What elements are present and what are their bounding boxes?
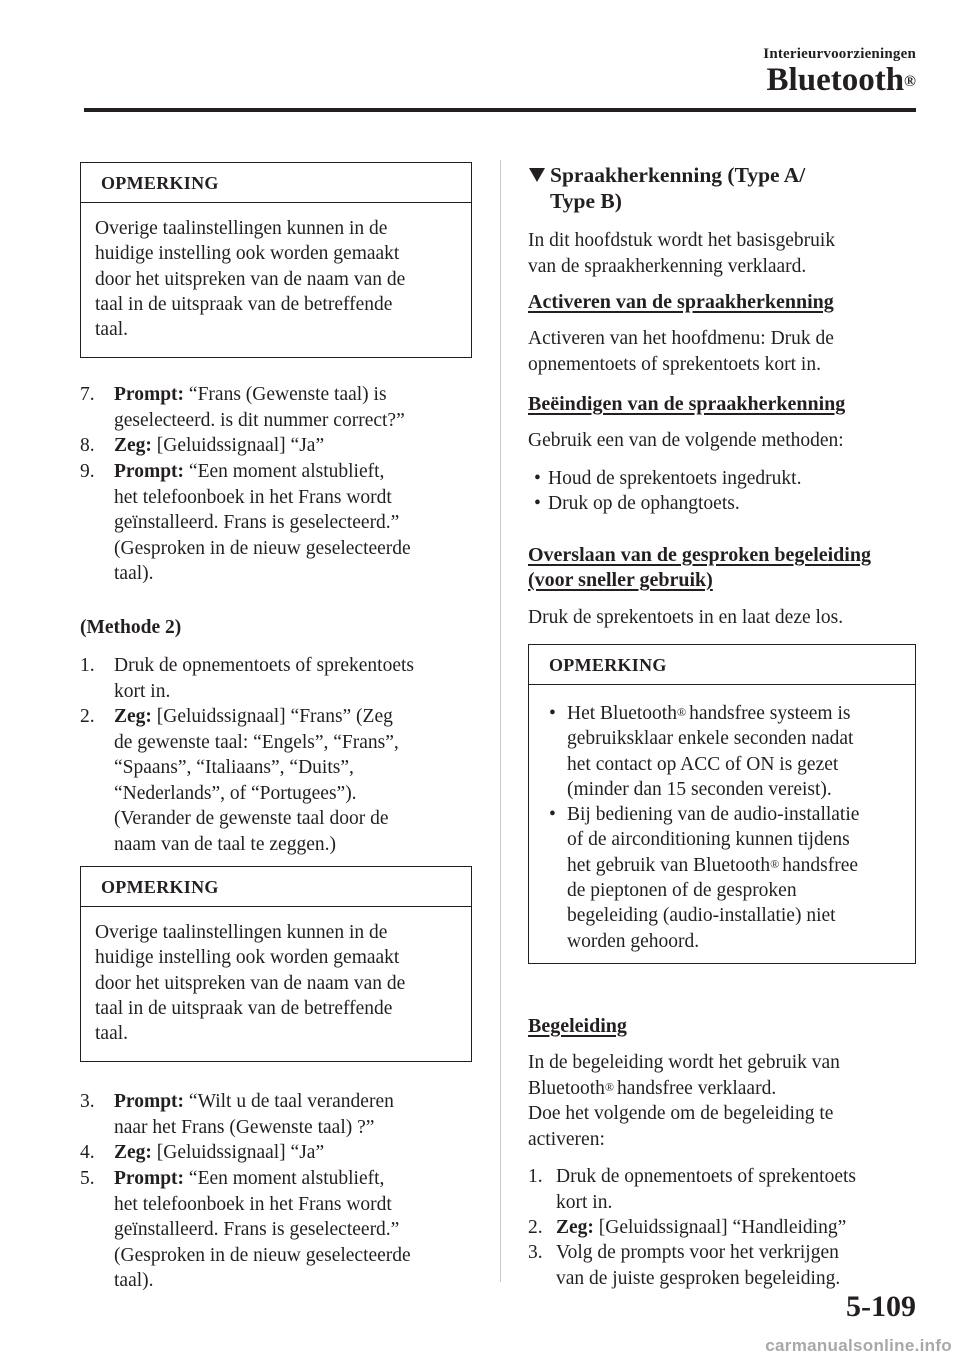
- step-line-text: “Wilt u de taal veranderen: [188, 1091, 394, 1112]
- step-2: [80, 704, 472, 857]
- subheading-skip: [528, 543, 871, 593]
- step-text: [556, 1215, 916, 1241]
- subheading-line: Overslaan van de gesproken begeleiding: [528, 544, 871, 566]
- step-line: “Nederlands”, of “Portugees”).: [114, 782, 357, 804]
- note-line: door het uitspreken van de naam van de: [95, 972, 406, 994]
- note-line: taal.: [95, 319, 129, 341]
- step-line: [114, 459, 472, 485]
- step-label: Prompt:: [114, 384, 185, 405]
- step-number: 8.: [80, 435, 95, 456]
- step-number: 3.: [80, 1091, 95, 1112]
- step-text: [114, 653, 472, 704]
- step-text: [114, 1089, 472, 1140]
- step-line: naar het Frans (Gewenste taal) ?”: [114, 1116, 375, 1138]
- step-text: [556, 1164, 916, 1215]
- step-line: kort in.: [114, 680, 171, 702]
- registered-mark: ®: [770, 856, 783, 871]
- note-line-text: handsfree systeem is: [689, 703, 851, 724]
- note-line-text: Het Bluetooth: [567, 703, 677, 724]
- step-label: Prompt:: [114, 1168, 185, 1189]
- end-text: Gebruik een van de volgende methoden:: [528, 430, 844, 451]
- step-9: [80, 459, 472, 587]
- note-line: Overige taalinstellingen kunnen in de: [95, 922, 388, 943]
- step-number: 2.: [528, 1217, 543, 1238]
- step-line-text: [Geluidssignaal] “Frans” (Zeg: [156, 706, 393, 727]
- header-rule: [84, 108, 916, 112]
- step-line-text: “Een moment alstublieft,: [188, 1168, 385, 1189]
- note-box-1: [80, 162, 472, 358]
- registered-mark: ®: [904, 73, 916, 90]
- note-line: begeleiding (audio-installatie) niet: [567, 905, 836, 927]
- step-number: 1.: [528, 1166, 543, 1187]
- step-label: Zeg:: [114, 1142, 152, 1163]
- note-box-2: [80, 866, 472, 1062]
- text-line: [528, 1076, 840, 1102]
- step-line: naam van de taal te zeggen.): [114, 833, 336, 855]
- registered-mark: ®: [604, 1079, 618, 1094]
- step-line: [114, 1089, 472, 1115]
- step-4: [80, 1140, 472, 1166]
- step-line: [556, 1215, 916, 1241]
- step-number: 2.: [80, 706, 95, 727]
- step-line: Druk de opnementoets of sprekentoets: [556, 1166, 857, 1187]
- skip-text: Druk de sprekentoets in en laat deze los.: [528, 607, 844, 628]
- step-label: Prompt:: [114, 461, 185, 482]
- section-heading-text: Spraakherkenning (Type A/: [550, 163, 806, 187]
- step-label: Prompt:: [114, 1091, 185, 1112]
- step-line: [114, 1140, 472, 1166]
- step-line: de gewenste taal: “Engels”, “Frans”,: [114, 731, 399, 753]
- bullet-text: Druk op de ophangtoets.: [548, 493, 740, 514]
- step-line: geïnstalleerd. Frans is geselecteerd.”: [114, 1219, 400, 1240]
- note-line: door het uitspreken van de naam van de: [95, 268, 406, 290]
- note-heading: OPMERKING: [529, 645, 915, 685]
- bullet-dot: •: [549, 804, 556, 826]
- step-number: 5.: [80, 1168, 95, 1189]
- subheading-line: (voor sneller gebruik): [528, 569, 713, 591]
- step-line-text: “Frans (Gewenste taal) is: [188, 384, 387, 405]
- note-line: de pieptonen of de gesproken: [567, 880, 797, 902]
- method-2-heading: (Methode 2): [80, 617, 182, 638]
- step-line: taal).: [114, 563, 154, 584]
- bullet-item: [528, 491, 740, 517]
- step-line: het telefoonboek in het Frans wordt: [114, 486, 392, 508]
- note-line: Bij bediening van de audio-installatie: [567, 804, 860, 826]
- step-number: 9.: [80, 461, 95, 482]
- step-line: [114, 704, 472, 730]
- step-text: [114, 1166, 472, 1294]
- text-line-part: Bluetooth: [528, 1077, 605, 1099]
- note-line: Overige taalinstellingen kunnen in de: [95, 218, 388, 239]
- note-box-3: [528, 644, 916, 964]
- subheading-activate: Activeren van de spraakherkenning: [528, 291, 834, 313]
- step-line: het telefoonboek in het Frans wordt: [114, 1193, 392, 1215]
- step-line: geselecteerd. is dit nummer correct?”: [114, 409, 405, 431]
- section-heading-line: Type B): [550, 189, 622, 213]
- step-5: [80, 1166, 472, 1294]
- step-line-text: [Geluidssignaal] “Handleiding”: [598, 1217, 847, 1238]
- note-line: [567, 701, 901, 726]
- text-line: van de spraakherkenning verklaard.: [528, 255, 807, 277]
- text-line: In de begeleiding wordt het gebruik van: [528, 1052, 840, 1073]
- step-line-text: [Geluidssignaal] “Ja”: [156, 1142, 325, 1163]
- text-line: Activeren van het hoofdmenu: Druk de: [528, 328, 834, 349]
- text-line-part: handsfree verklaard.: [617, 1077, 777, 1099]
- text-line: Doe het volgende om de begeleiding te: [528, 1103, 834, 1124]
- subheading-end: Beëindigen van de spraakherkenning: [528, 393, 846, 415]
- section-heading: [528, 162, 805, 214]
- step-line: van de juiste gesproken begeleiding.: [556, 1267, 841, 1289]
- bullet-dot: •: [534, 493, 541, 514]
- page-title-text: Bluetooth: [766, 62, 905, 98]
- bullet-item: [528, 466, 801, 492]
- step-label: Zeg:: [114, 435, 152, 456]
- note-body: [529, 685, 915, 964]
- step-line: geïnstalleerd. Frans is geselecteerd.”: [114, 512, 400, 533]
- note-line-text: het gebruik van Bluetooth: [567, 854, 771, 876]
- step-line: Volg de prompts voor het verkrijgen: [556, 1242, 839, 1263]
- subheading-guidance: Begeleiding: [528, 1015, 627, 1037]
- step-text: [114, 1140, 472, 1166]
- step-text: [114, 459, 472, 587]
- activate-text: [528, 326, 834, 377]
- note-line: of de airconditioning kunnen tijdens: [567, 829, 850, 851]
- step-text: [114, 704, 472, 857]
- step-label: Zeg:: [556, 1217, 594, 1238]
- intro-text: [528, 228, 835, 279]
- step-line: [114, 1166, 472, 1192]
- watermark: carmanualsonline.info: [765, 1336, 952, 1355]
- note-line: worden gehoord.: [567, 930, 700, 952]
- bullet-text: Houd de sprekentoets ingedrukt.: [548, 468, 802, 489]
- note-heading: OPMERKING: [81, 163, 471, 203]
- text-line: activeren:: [528, 1128, 605, 1150]
- column-divider: [500, 160, 501, 1282]
- step-number: 1.: [80, 655, 95, 676]
- step-text: [114, 382, 472, 433]
- bullet-dot: •: [534, 468, 541, 489]
- note-line: gebruiksklaar enkele seconden nadat: [567, 728, 854, 750]
- step-line: kort in.: [556, 1191, 613, 1213]
- note-line: [567, 853, 901, 878]
- note-line: het contact op ACC of ON is gezet: [567, 753, 839, 775]
- step-number: 7.: [80, 384, 95, 405]
- note-line: (minder dan 15 seconden vereist).: [567, 778, 832, 800]
- step-7: [80, 382, 472, 433]
- guidance-text: [528, 1050, 840, 1152]
- step-line: [114, 433, 472, 459]
- text-line: opnementoets of sprekentoets kort in.: [528, 353, 821, 375]
- section-label: Interieurvoorzieningen: [763, 46, 916, 62]
- note-line-text: handsfree: [782, 854, 859, 876]
- step-label: Zeg:: [114, 706, 152, 727]
- step-line: (Gesproken in de nieuw geselecteerde: [114, 1244, 411, 1266]
- guidance-step-1: [528, 1164, 916, 1215]
- note-body: [81, 907, 471, 1056]
- step-line: (Gesproken in de nieuw geselecteerde: [114, 537, 411, 559]
- step-line-text: “Een moment alstublieft,: [188, 461, 385, 482]
- registered-mark: ®: [676, 705, 690, 719]
- step-number: 4.: [80, 1142, 95, 1163]
- section-heading-line: [528, 162, 805, 188]
- note-body: [81, 203, 471, 352]
- step-line: taal).: [114, 1270, 154, 1291]
- step-text: [114, 433, 472, 459]
- note-line: huidige instelling ook worden gemaakt: [95, 947, 400, 969]
- step-text: [556, 1240, 916, 1291]
- step-number: 3.: [528, 1242, 543, 1263]
- note-heading: OPMERKING: [81, 867, 471, 907]
- bullet-dot: •: [549, 703, 556, 724]
- note-item: [543, 802, 901, 954]
- triangle-down-icon: [528, 162, 550, 188]
- page-number: 5-109: [846, 1290, 916, 1323]
- step-line-text: [Geluidssignaal] “Ja”: [156, 435, 325, 456]
- note-line: huidige instelling ook worden gemaakt: [95, 243, 400, 265]
- step-3: [80, 1089, 472, 1140]
- note-line: taal.: [95, 1023, 129, 1045]
- note-line: taal in de uitspraak van de betreffende: [95, 997, 393, 1019]
- step-1: [80, 653, 472, 704]
- page-title: [767, 62, 916, 98]
- step-8: [80, 433, 472, 459]
- note-item: [543, 701, 901, 802]
- text-line: In dit hoofdstuk wordt het basisgebruik: [528, 230, 836, 251]
- step-line: Druk de opnementoets of sprekentoets: [114, 655, 415, 676]
- note-line: taal in de uitspraak van de betreffende: [95, 293, 393, 315]
- step-line: [114, 382, 472, 408]
- guidance-step-3: [528, 1240, 916, 1291]
- step-line: (Verander de gewenste taal door de: [114, 808, 389, 829]
- step-line: “Spaans”, “Italiaans”, “Duits”,: [114, 757, 354, 778]
- guidance-step-2: [528, 1215, 916, 1241]
